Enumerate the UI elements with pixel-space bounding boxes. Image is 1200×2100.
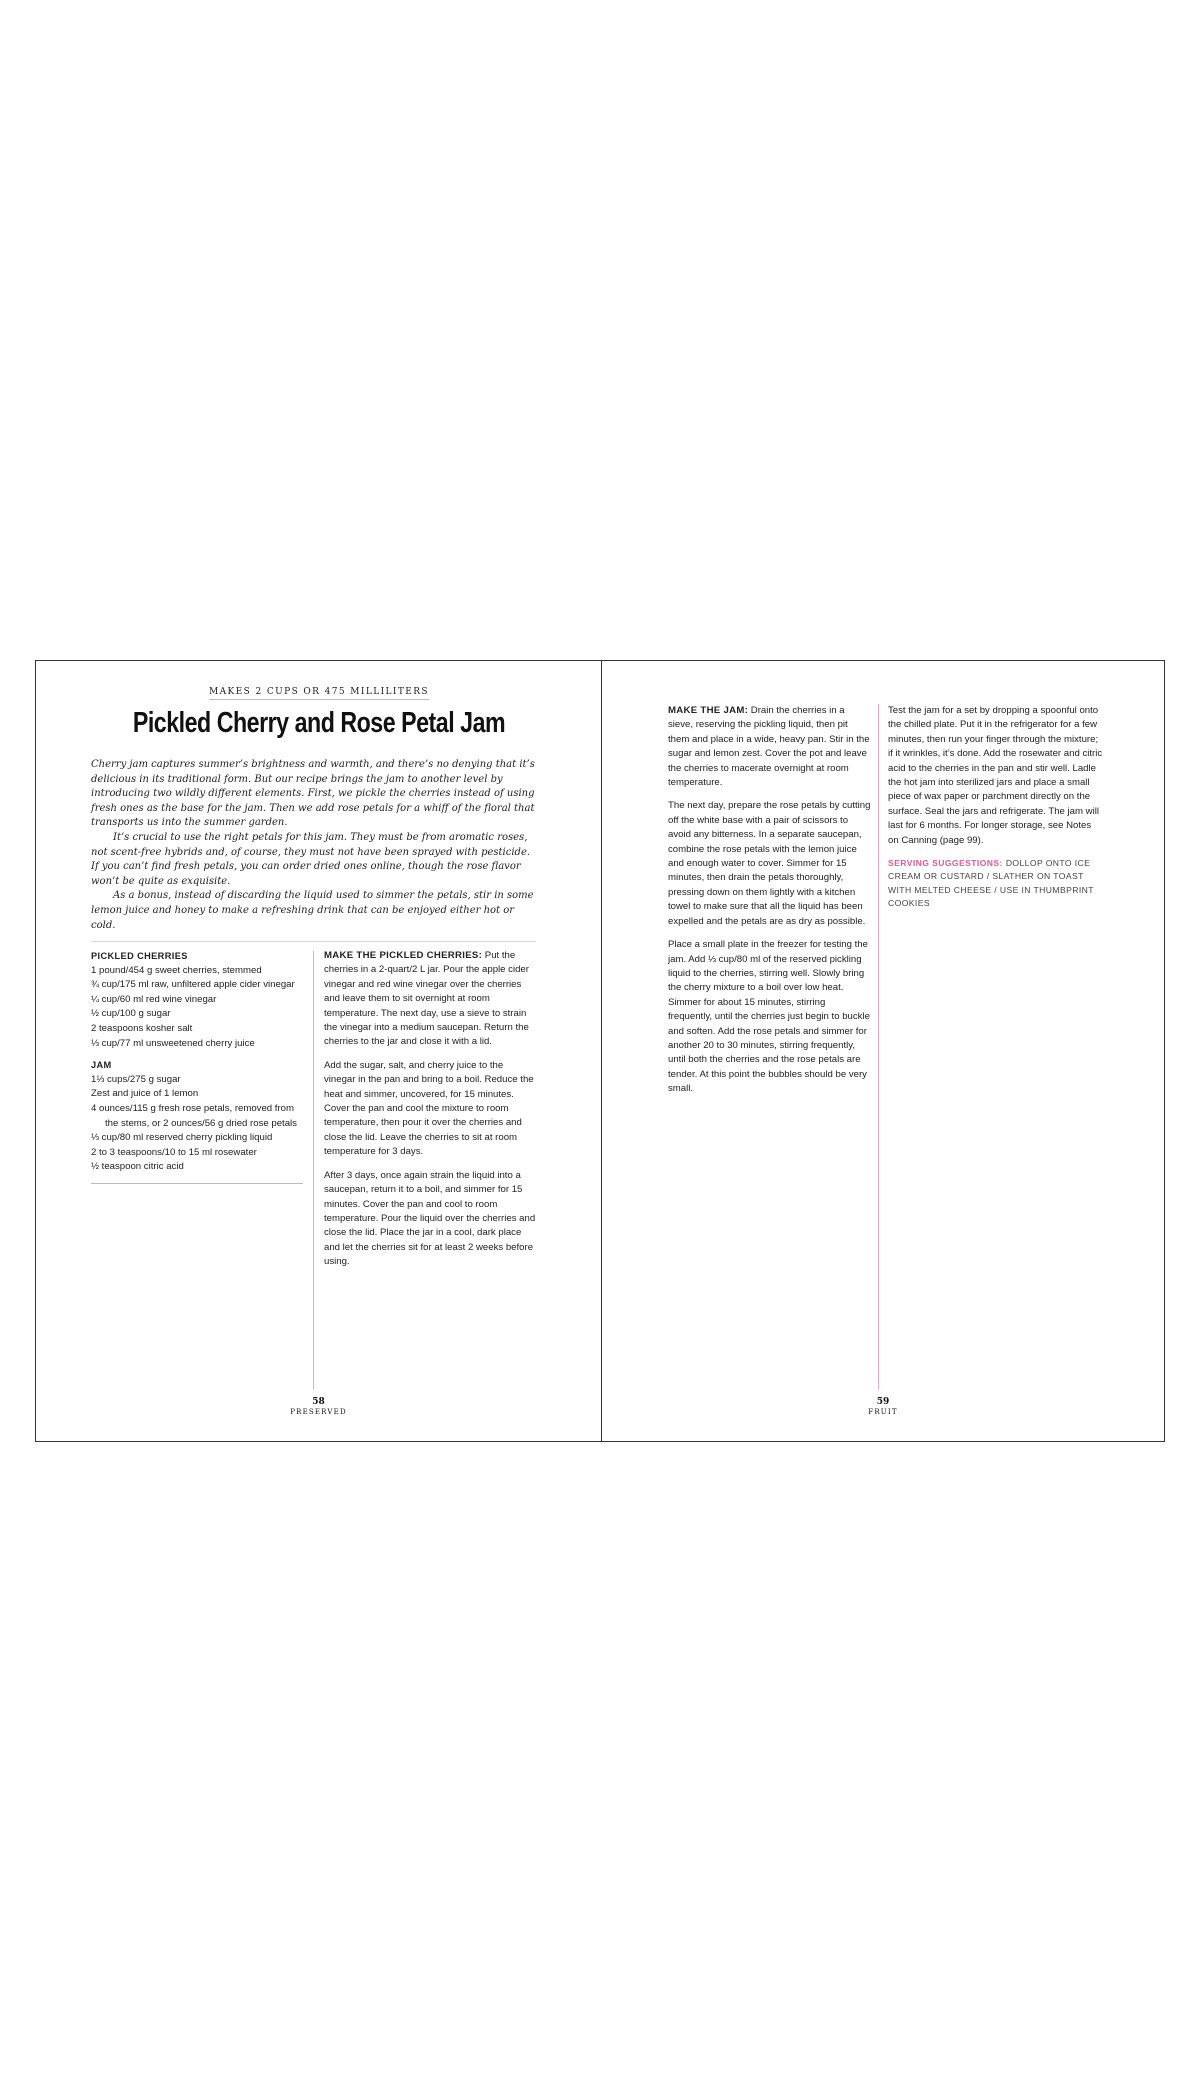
ingredients-heading-jam: JAM bbox=[91, 1060, 112, 1071]
intro-paragraph: It’s crucial to use the right petals for this jam. They must be from aromatic roses, not scent-free hybrids and, of course, they must not have been sprayed with pesticide. If you can’t find fresh petals, you can order dried ones online, though the rose flavor won’t be quite as exquisite. bbox=[91, 831, 531, 887]
method-paragraph: Place a small plate in the freezer for testing the jam. Add ⅓ cup/80 ml of the reserved pickling liquid to the cherries, stirring well. Slowly bring the cherry mixture to a boil over low heat. Simmer for about 15 minutes, stirring frequently, until the cherries just begin to buckle and soften. Add the rose petals and simmer for another 20 to 30 minutes, stirring frequently, until both the cherries and the rose petals are tender. At this point the bubbles should be very small. bbox=[668, 939, 870, 1095]
serving-suggestions: SERVING SUGGESTIONS: DOLLOP ONTO ICE CREAM OR CUSTARD / SLATHER ON TOAST WITH MELTED CHEESE / USE IN THUMBPRINT COOKIES bbox=[888, 858, 1094, 909]
method-lead: MAKE THE JAM: bbox=[668, 705, 749, 716]
method-pickled-cherries bbox=[324, 949, 536, 1279]
ingredient-item: 1⅓ cups/275 g sugar bbox=[91, 1073, 181, 1085]
ingredient-item: ½ teaspoon citric acid bbox=[91, 1161, 184, 1173]
right-page bbox=[602, 661, 1164, 1441]
recipe-title: Pickled Cherry and Rose Petal Jam bbox=[132, 707, 506, 739]
pickled-ingredients bbox=[91, 964, 303, 1052]
ingredients-list bbox=[91, 949, 303, 1184]
page-number: 59 bbox=[876, 1397, 890, 1407]
method-paragraph: MAKE THE JAM: Drain the cherries in a sieve, reserving the pickling liquid, then pit them and place in a wide, heavy pan. Stir in the sugar and lemon zest. Cover the pot and leave the cherries to macerate overnight at room temperature. bbox=[668, 705, 870, 789]
ingredient-item: 4 ounces/115 g fresh rose petals, removed from the stems, or 2 ounces/56 g dried rose petals bbox=[91, 1102, 297, 1129]
ingredient-item: ½ cup/100 g sugar bbox=[91, 1008, 171, 1020]
page-folio-right bbox=[602, 1396, 1164, 1416]
intro-divider bbox=[91, 941, 536, 942]
column-divider bbox=[313, 951, 314, 1389]
ingredients-divider bbox=[91, 1183, 303, 1184]
section-name: PRESERVED bbox=[290, 1408, 347, 1416]
method-jam-continued bbox=[888, 704, 1104, 920]
page-number: 58 bbox=[312, 1397, 325, 1407]
method-lead: MAKE THE PICKLED CHERRIES: bbox=[324, 950, 483, 961]
page-folio-left bbox=[36, 1396, 601, 1416]
ingredient-item: ¾ cup/175 ml raw, unfiltered apple cider vinegar bbox=[91, 979, 295, 991]
ingredient-item: ¼ cup/60 ml red wine vinegar bbox=[91, 993, 217, 1005]
section-name: FRUIT bbox=[868, 1408, 898, 1416]
intro-paragraph: As a bonus, instead of discarding the liquid used to simmer the petals, stir in some lemon juice and honey to make a refreshing drink that can be enjoyed either hot or cold. bbox=[91, 890, 534, 931]
serving-label: SERVING SUGGESTIONS: bbox=[888, 858, 1003, 869]
ingredient-item: ⅓ cup/80 ml reserved cherry pickling liquid bbox=[91, 1132, 273, 1144]
ingredients-heading-pickled: PICKLED CHERRIES bbox=[91, 951, 188, 961]
book-spread bbox=[35, 660, 1165, 1442]
method-paragraph: MAKE THE PICKLED CHERRIES: Put the cherries in a 2-quart/2 L jar. Pour the apple cider vinegar and red wine vinegar over the cherries and leave them to sit overnight at room temperature. The next day, use a sieve to strain the vinegar into a medium saucepan. Return the cherries to the jar and close it with a lid. bbox=[324, 950, 529, 1048]
ingredient-item: 2 to 3 teaspoons/10 to 15 ml rosewater bbox=[91, 1146, 257, 1158]
jam-ingredients bbox=[91, 1073, 303, 1175]
ingredient-item: 1 pound/454 g sweet cherries, stemmed bbox=[91, 964, 262, 976]
method-paragraph: Add the sugar, salt, and cherry juice to the vinegar in the pan and bring to a boil. Reduce the heat and simmer, uncovered, for 15 minutes. Cover the pan and cool the mixture to room temperature, then pour it over the cherries and close the lid. Leave the cherries to sit at room temperature for 3 days. bbox=[324, 1059, 534, 1158]
intro-paragraph: Cherry jam captures summer’s brightness and warmth, and there’s no denying that it’s delicious in its traditional form. But our recipe brings the jam to another level by introducing two wildly different elements. First, we pickle the cherries instead of using fresh ones as the base for the jam. Then we add rose petals for a whiff of the floral that transports us into the summer garden. bbox=[91, 759, 535, 829]
method-jam bbox=[668, 704, 871, 1106]
method-paragraph: Test the jam for a set by dropping a spoonful onto the chilled plate. Put it in the refrigerator for a few minutes, then run your finger through the mixture; if it wrinkles, it’s done. Add the rosewater and citric acid to the cherries in the pan and stir well. Ladle the hot jam into sterilized jars and place a small piece of wax paper or parchment directly on the surface. Seal the jars and refrigerate. The jam will last for 6 months. For longer storage, see Notes on Canning (page 99). bbox=[888, 705, 1103, 846]
recipe-intro bbox=[91, 758, 536, 933]
method-paragraph: After 3 days, once again strain the liquid into a saucepan, return it to a boil, and simmer for 15 minutes. Cover the pan and cool to room temperature. Pour the liquid over the cherries and close the lid. Place the jar in a cool, dark place and let the cherries sit for at least 2 weeks before using. bbox=[324, 1169, 536, 1268]
ingredient-item: Zest and juice of 1 lemon bbox=[91, 1088, 199, 1100]
recipe-yield: MAKES 2 CUPS OR 475 MILLILITERS bbox=[36, 687, 602, 697]
method-paragraph: The next day, prepare the rose petals by cutting off the white base with a pair of scissors to avoid any bitterness. In a separate saucepan, combine the rose petals with the lemon juice and enough water to cover. Simmer for 15 minutes, then drain the petals thoroughly, pressing down on them lightly with a kitchen towel to make sure that all the liquid has been expelled and the petals are as dry as possible. bbox=[668, 800, 871, 927]
column-divider bbox=[878, 704, 879, 1389]
ingredient-item: 2 teaspoons kosher salt bbox=[91, 1022, 193, 1034]
left-page bbox=[36, 661, 602, 1441]
ingredient-item: ⅓ cup/77 ml unsweetened cherry juice bbox=[91, 1037, 255, 1049]
